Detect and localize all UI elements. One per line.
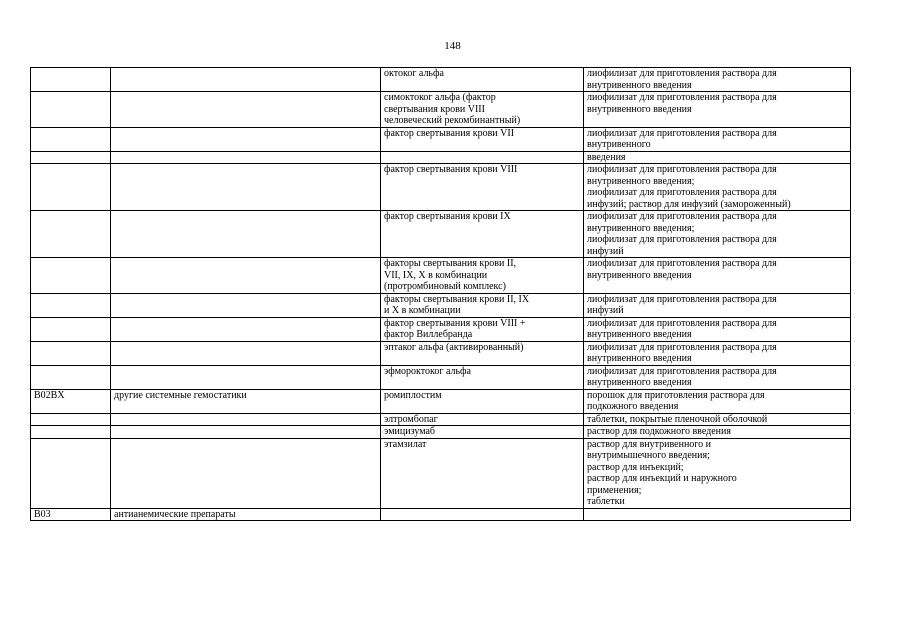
dosage-form-cell: лиофилизат для приготовления раствора для инфузий [584,293,851,317]
group-name-cell [111,127,381,151]
table-row [31,389,851,413]
drug-name-cell: элтромбопаг [381,413,584,426]
group-name-cell [111,365,381,389]
atc-code-cell: B03 [31,508,111,521]
group-name-cell [111,68,381,92]
atc-code-cell [31,151,111,164]
dosage-form-cell: введения [584,151,851,164]
drug-name-cell [381,151,584,164]
group-name-cell: другие системные гемостатики [111,389,381,413]
dosage-form-cell: лиофилизат для приготовления раствора для внутривенного введения [584,317,851,341]
atc-code-cell [31,413,111,426]
atc-code-cell [31,92,111,128]
dosage-form-cell: лиофилизат для приготовления раствора для внутривенного введения; лиофилизат для приготовления раствора для инфузий [584,211,851,258]
table-row [31,365,851,389]
table-row [31,164,851,211]
group-name-cell [111,293,381,317]
drug-table-body [31,68,851,521]
drug-name-cell: эптаког альфа (активированный) [381,341,584,365]
table-row [31,413,851,426]
dosage-form-cell: лиофилизат для приготовления раствора для внутривенного введения [584,92,851,128]
atc-code-cell [31,438,111,508]
group-name-cell [111,211,381,258]
group-name-cell [111,413,381,426]
drug-name-cell: фактор свертывания крови IX [381,211,584,258]
table-row [31,151,851,164]
table-row [31,341,851,365]
group-name-cell [111,317,381,341]
drug-name-cell: этамзилат [381,438,584,508]
dosage-form-cell [584,508,851,521]
atc-code-cell [31,258,111,294]
table-row [31,438,851,508]
table-row [31,317,851,341]
drug-name-cell: октоког альфа [381,68,584,92]
table-row [31,127,851,151]
group-name-cell [111,258,381,294]
drug-name-cell: эмицизумаб [381,426,584,439]
atc-code-cell: B02BX [31,389,111,413]
atc-code-cell [31,365,111,389]
atc-code-cell [31,293,111,317]
atc-code-cell [31,426,111,439]
dosage-form-cell: лиофилизат для приготовления раствора для внутривенного введения [584,341,851,365]
drug-name-cell: симоктоког альфа (фактор свертывания крови VIII человеческий рекомбинантный) [381,92,584,128]
group-name-cell [111,438,381,508]
dosage-form-cell: таблетки, покрытые пленочной оболочкой [584,413,851,426]
group-name-cell [111,151,381,164]
table-row [31,211,851,258]
group-name-cell [111,92,381,128]
atc-code-cell [31,341,111,365]
group-name-cell: антианемические препараты [111,508,381,521]
table-row [31,426,851,439]
atc-code-cell [31,317,111,341]
drug-name-cell [381,508,584,521]
dosage-form-cell: лиофилизат для приготовления раствора для внутривенного введения [584,365,851,389]
drug-name-cell: ромиплостим [381,389,584,413]
page-number: 148 [444,40,461,52]
atc-code-cell [31,68,111,92]
dosage-form-cell: лиофилизат для приготовления раствора для внутривенного введения; лиофилизат для приготовления раствора для инфузий; раствор для инфузий (замороженный) [584,164,851,211]
dosage-form-cell: лиофилизат для приготовления раствора для внутривенного введения [584,258,851,294]
drug-name-cell: эфмороктоког альфа [381,365,584,389]
drug-name-cell: факторы свертывания крови II, IX и X в комбинации [381,293,584,317]
atc-code-cell [31,127,111,151]
drug-name-cell: фактор свертывания крови VII [381,127,584,151]
group-name-cell [111,164,381,211]
table-row [31,293,851,317]
group-name-cell [111,426,381,439]
drug-name-cell: фактор свертывания крови VIII [381,164,584,211]
table-row [31,508,851,521]
table-row [31,258,851,294]
table-row [31,68,851,92]
dosage-form-cell: раствор для внутривенного и внутримышечного введения; раствор для инъекций; раствор для инъекций и наружного применения; таблетки [584,438,851,508]
dosage-form-cell: лиофилизат для приготовления раствора для внутривенного [584,127,851,151]
dosage-form-cell: порошок для приготовления раствора для подкожного введения [584,389,851,413]
drug-name-cell: фактор свертывания крови VIII + фактор Виллебранда [381,317,584,341]
atc-code-cell [31,164,111,211]
drug-name-cell: факторы свертывания крови II, VII, IX, X в комбинации (протромбиновый комплекс) [381,258,584,294]
atc-code-cell [31,211,111,258]
dosage-form-cell: раствор для подкожного введения [584,426,851,439]
group-name-cell [111,341,381,365]
drug-table [30,67,851,521]
table-row [31,92,851,128]
dosage-form-cell: лиофилизат для приготовления раствора для внутривенного введения [584,68,851,92]
